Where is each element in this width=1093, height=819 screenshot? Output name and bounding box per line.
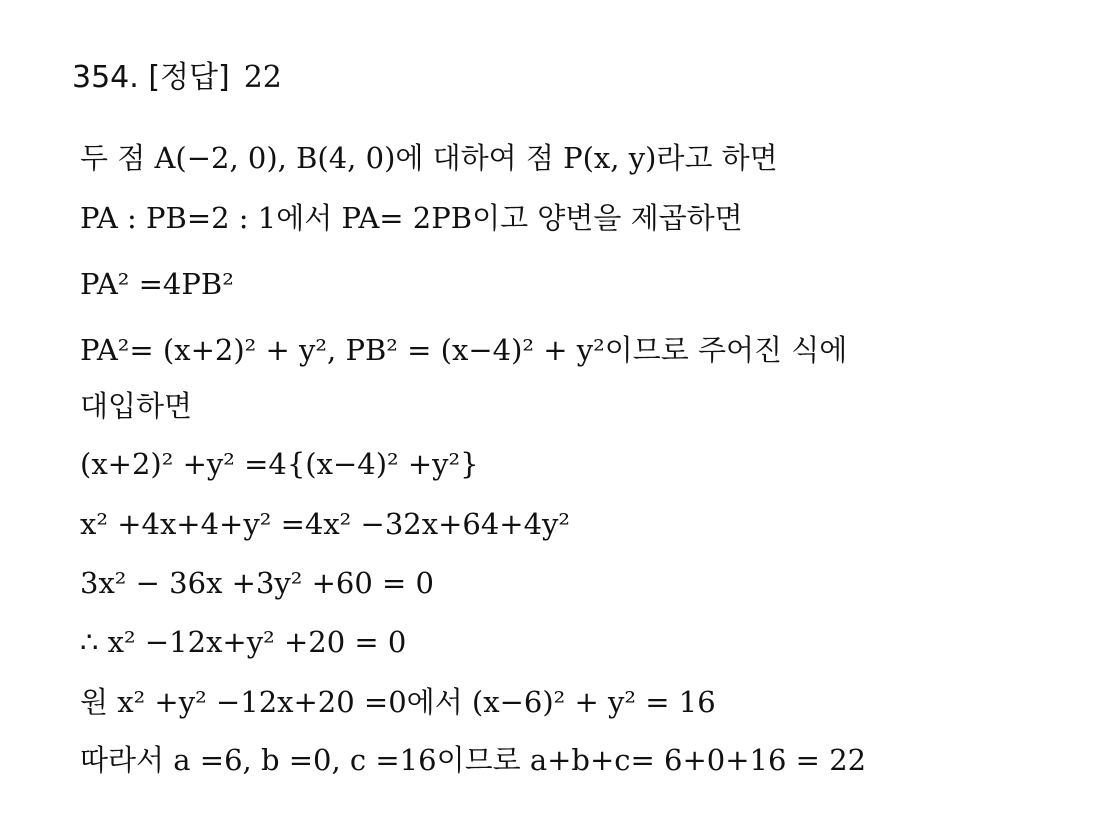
solution-line-text: 원 x² +y² −12x+20 =0에서 (x−6)² + y² = 16 [80, 685, 716, 719]
problem-number: 354. [정답] [72, 60, 230, 95]
solution-line-text: PA²= (x+2)² + y², PB² = (x−4)² + y²이므로 주어진 식에 [80, 333, 848, 367]
solution-line-text: 두 점 A(−2, 0), B(4, 0)에 대하여 점 P(x, y)라고 하면 [80, 141, 778, 175]
solution-line-text: ∴ x² −12x+y² +20 = 0 [80, 625, 407, 659]
solution-line-text: (x+2)² +y² =4{(x−4)² +y²} [80, 447, 479, 481]
solution-line-10 [80, 682, 716, 722]
solution-line-text: PA² =4PB² [80, 267, 234, 301]
problem-answer: 22 [243, 60, 282, 95]
solution-line-text: 3x² − 36x +3y² +60 = 0 [80, 566, 435, 600]
solution-line-4 [80, 330, 847, 370]
solution-line-text: 대입하면 [80, 389, 193, 423]
solution-line-8 [80, 563, 434, 603]
solution-line-9 [80, 622, 406, 662]
solution-line-7 [80, 504, 570, 544]
solution-line-text: PA : PB=2 : 1에서 PA= 2PB이고 양변을 제곱하면 [80, 201, 743, 235]
solution-line-5 [80, 386, 192, 426]
solution-line-11 [80, 740, 866, 780]
problem-header [72, 52, 282, 96]
solution-line-text: 따라서 a =6, b =0, c =16이므로 a+b+c= 6+0+16 = 22 [80, 743, 867, 777]
solution-line-3 [80, 264, 234, 304]
solution-line-6 [80, 444, 479, 484]
solution-line-2 [80, 198, 743, 238]
solution-line-1 [80, 138, 778, 178]
solution-line-text: x² +4x+4+y² =4x² −32x+64+4y² [80, 507, 571, 541]
